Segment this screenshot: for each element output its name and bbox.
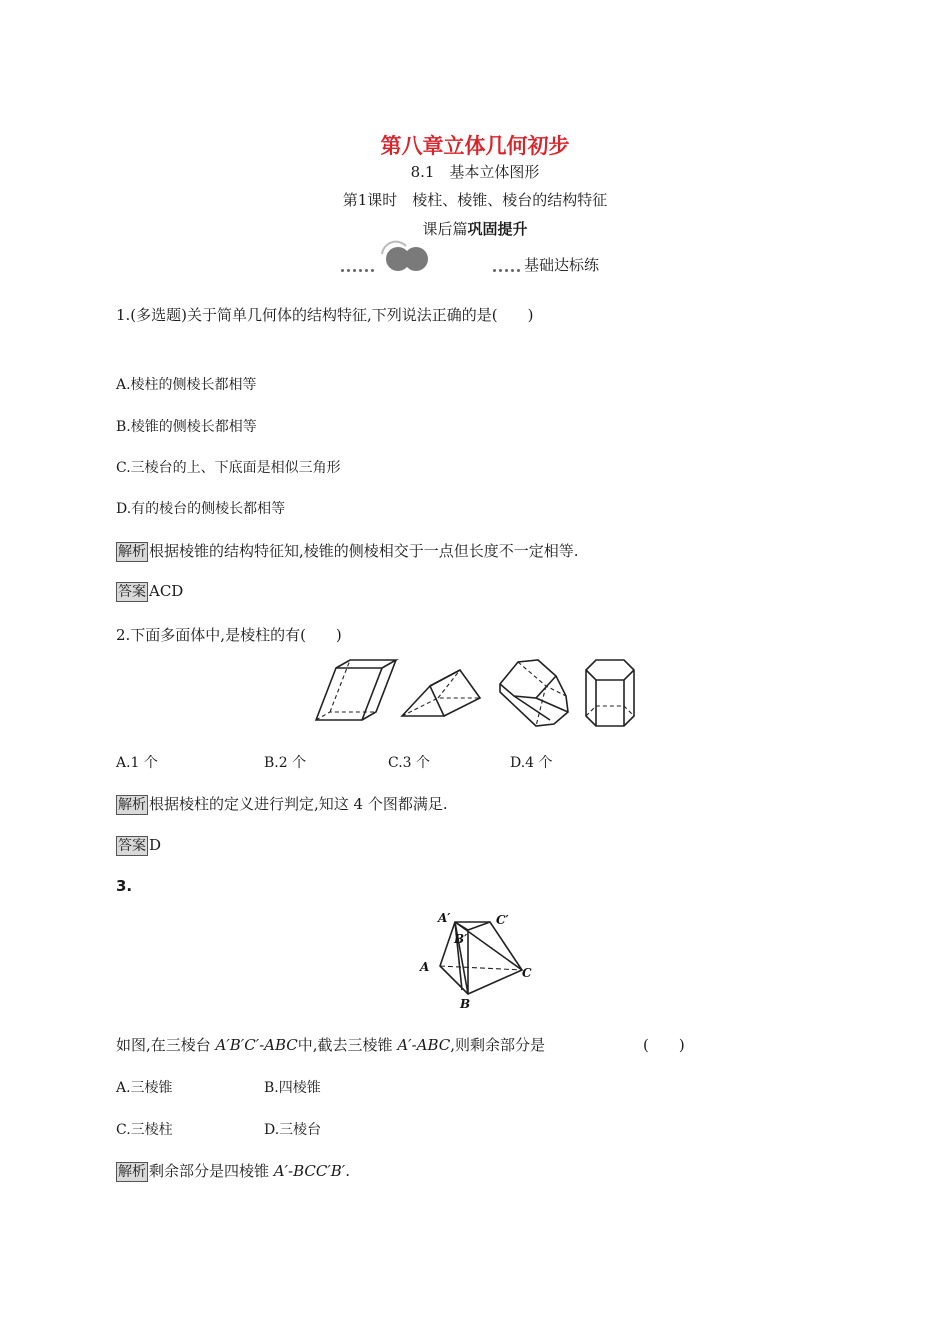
q3-option-a: A.三棱锥 [116, 1080, 173, 1096]
answer-tag: 答案 [118, 584, 146, 600]
banner-dots-left [341, 257, 377, 261]
analysis-tag: 解析 [118, 797, 146, 813]
lesson-title: 第1课时 棱柱、棱锥、棱台的结构特征 [342, 191, 608, 209]
q3-number: 3. [116, 877, 133, 895]
q1-analysis [116, 540, 579, 562]
q3-option-d: D.三棱台 [264, 1122, 322, 1138]
q3-stem-post: ,则剩余部分是 [450, 1036, 546, 1054]
practice-prefix: 课后篇 [422, 220, 468, 238]
label-c-prime: C′ [496, 913, 509, 927]
label-c: C [522, 966, 532, 980]
q3-analysis-pre: 剩余部分是四棱锥 [149, 1162, 274, 1180]
label-a: A [420, 960, 430, 974]
label-b-prime: B′ [454, 932, 468, 946]
answer-tag: 答案 [118, 838, 146, 854]
q2-option-d: D.4 个 [510, 755, 553, 771]
hexagonal-prism-figure [500, 660, 568, 726]
q1-answer-text: ACD [149, 582, 184, 600]
q1-analysis-text: 根据棱锥的结构特征知,棱锥的侧棱相交于一点但长度不一定相等. [149, 542, 579, 560]
q1-stem: 1.(多选题)关于简单几何体的结构特征,下列说法正确的是( ) [116, 306, 534, 324]
q2-polyhedra-figure [310, 656, 650, 728]
q3-stem-frustum: A′B′C′-ABC [215, 1036, 298, 1054]
label-a-prime: A′ [438, 911, 451, 925]
q1-answer [116, 582, 183, 602]
q3-stem-pyramid: A′-ABC [397, 1036, 451, 1054]
section-title: 8.1 基本立体图形 [410, 163, 540, 181]
q3-frustum-figure [410, 908, 550, 1011]
q2-answer [116, 836, 161, 856]
chapter-title: 第八章立体几何初步 [380, 134, 570, 158]
upright-hexagonal-prism-figure [586, 660, 634, 726]
q3-analysis-math: A′-BCC′B′ [273, 1162, 346, 1180]
q3-stem-mid: 中,截去三棱锥 [297, 1036, 398, 1054]
practice-bold: 巩固提升 [467, 220, 528, 238]
label-b: B [460, 997, 471, 1011]
triangular-prism-figure [402, 670, 480, 716]
q2-option-a: A.1 个 [116, 755, 158, 771]
q3-analysis-post: . [345, 1162, 350, 1180]
q2-option-c: C.3 个 [388, 755, 431, 771]
q2-answer-text: D [149, 836, 162, 854]
q1-option-c: C.三棱台的上、下底面是相似三角形 [116, 460, 341, 476]
analysis-tag: 解析 [118, 544, 146, 560]
q2-option-b: B.2 个 [264, 755, 307, 771]
q3-option-c: C.三棱柱 [116, 1122, 173, 1138]
q3-analysis [116, 1160, 350, 1182]
parallelepiped-figure [316, 660, 396, 720]
q2-analysis-text: 根据棱柱的定义进行判定,知这 4 个图都满足. [149, 795, 448, 813]
q3-stem-pre: 如图,在三棱台 [116, 1036, 216, 1054]
q1-option-d: D.有的棱台的侧棱长都相等 [116, 501, 286, 517]
q2-stem: 2.下面多面体中,是棱柱的有( ) [116, 626, 342, 644]
practice-title [0, 218, 950, 239]
banner-dots-right [493, 257, 523, 261]
q3-blank: ( ) [643, 1036, 685, 1054]
q1-option-a: A.棱柱的侧棱长都相等 [116, 377, 257, 393]
level-label: 基础达标练 [524, 256, 600, 274]
q3-stem [116, 1034, 545, 1055]
q1-option-b: B.棱锥的侧棱长都相等 [116, 419, 257, 435]
analysis-tag: 解析 [118, 1164, 146, 1180]
q2-analysis [116, 793, 448, 815]
banner-circles-icon [376, 240, 436, 272]
q3-option-b: B.四棱锥 [264, 1080, 321, 1096]
